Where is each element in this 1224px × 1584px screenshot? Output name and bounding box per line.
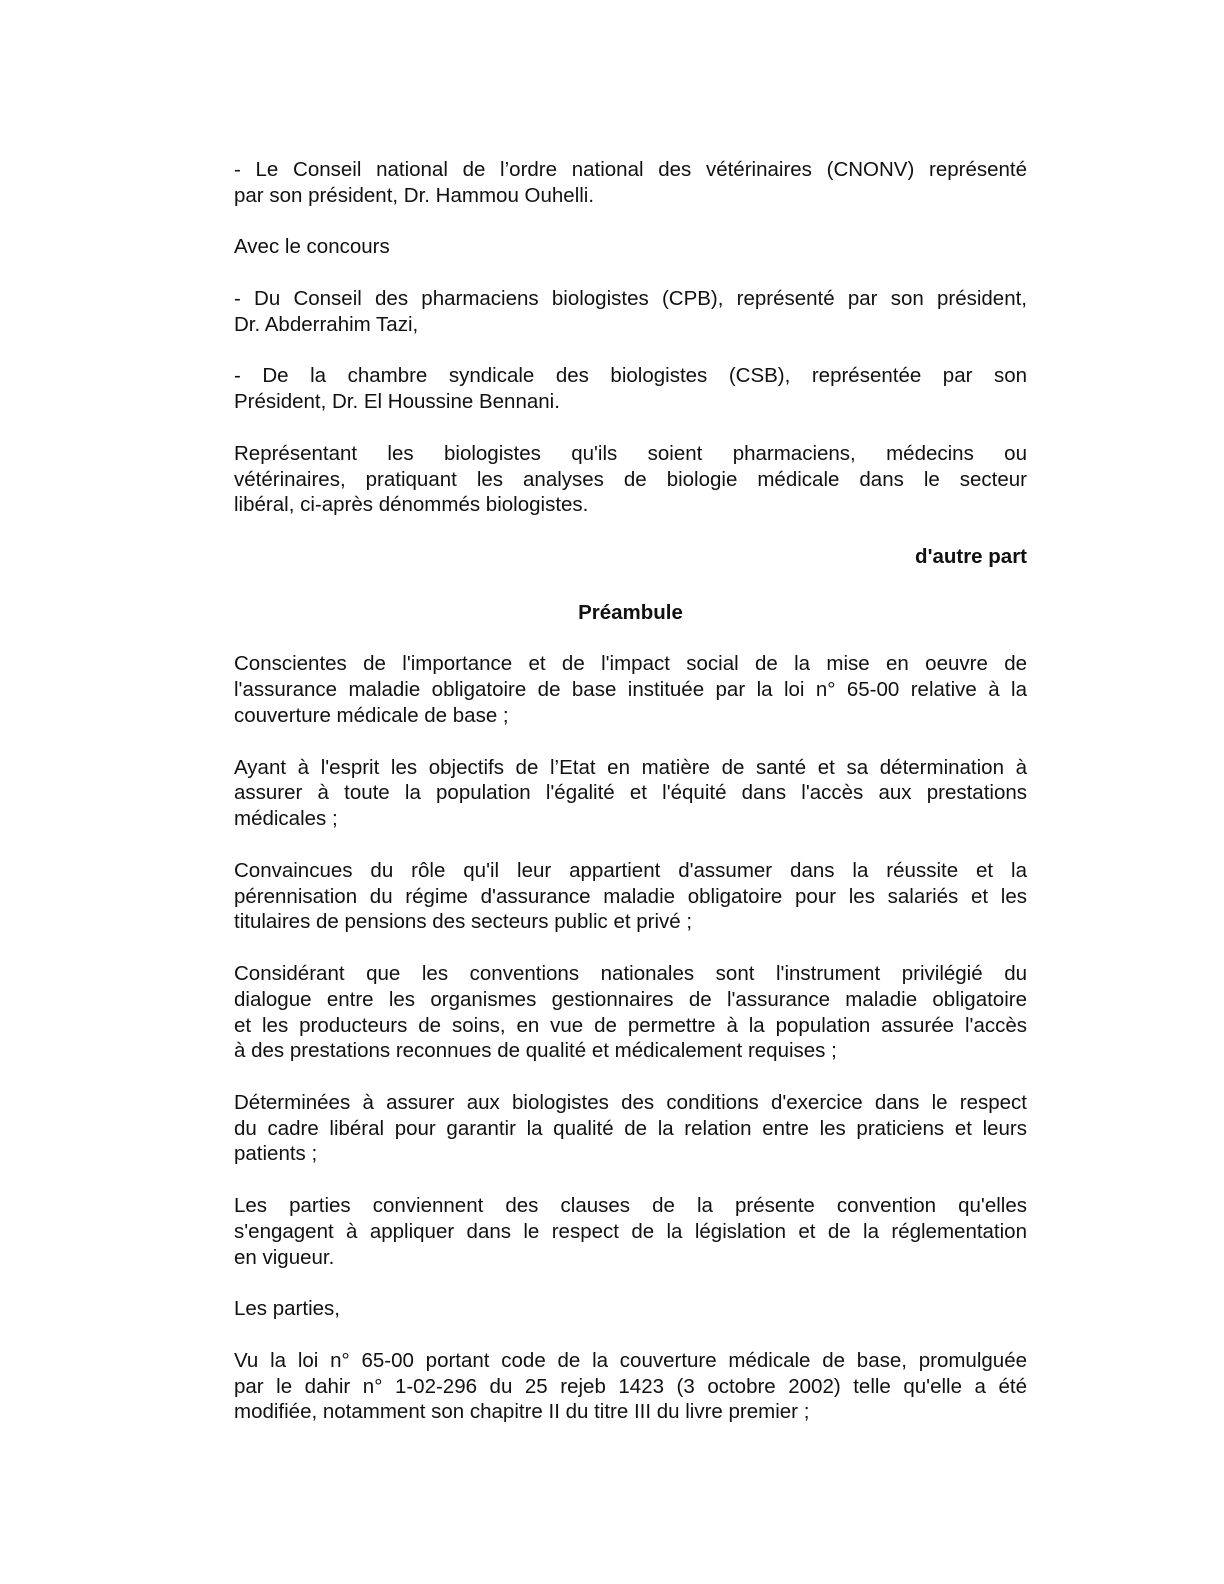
paragraph-determinees	[234, 1090, 1027, 1167]
text-line: en vigueur.	[234, 1245, 335, 1269]
text-line: - Le Conseil national de l’ordre national des vétérinaires (CNONV) représenté	[234, 158, 1027, 181]
text-line: Les parties conviennent des clauses de la présente convention qu'elles	[234, 1194, 1027, 1218]
text-line: par le dahir n° 1-02-296 du 25 rejeb 1423 (3 octobre 2002) telle qu'elle a été	[234, 1374, 1027, 1398]
text-line: modifiée, notamment son chapitre II du titre III du livre premier ;	[234, 1400, 810, 1424]
text-line: Avec le concours	[234, 235, 390, 259]
text-line: Conscientes de l'importance et de l'impact social de la mise en oeuvre de	[234, 652, 1027, 676]
text-line: pérennisation du régime d'assurance maladie obligatoire pour les salariés et les	[234, 884, 1027, 908]
paragraph-csb	[234, 363, 1027, 415]
paragraph-parties-conviennent	[234, 1193, 1027, 1270]
text-line: libéral, ci-après dénommés biologistes.	[234, 493, 589, 517]
text-line: l'assurance maladie obligatoire de base instituée par la loi n° 65-00 relative à la	[234, 678, 1027, 702]
text-line: Convaincues du rôle qu'il leur appartient d'assumer dans la réussite et la	[234, 858, 1027, 882]
paragraph-cpb	[234, 286, 1027, 338]
text-line: couverture médicale de base ;	[234, 703, 509, 727]
paragraph-considerant	[234, 961, 1027, 1064]
text-line: vétérinaires, pratiquant les analyses de biologie médicale dans le secteur	[234, 467, 1027, 491]
paragraph-vu-la-loi	[234, 1348, 1027, 1425]
preambule-heading: Préambule	[578, 600, 683, 624]
paragraph-convaincues	[234, 858, 1027, 935]
paragraph-ayant	[234, 755, 1027, 832]
paragraph-cnonv	[234, 157, 1027, 209]
text-line: Considérant que les conventions nationales sont l'instrument privilégié du	[234, 961, 1027, 985]
text-line: - De la chambre syndicale des biologistes (CSB), représentée par son	[234, 364, 1027, 388]
paragraph-les-parties	[234, 1296, 1027, 1322]
text-line: et les producteurs de soins, en vue de permettre à la population assurée l'accès	[234, 1013, 1027, 1037]
text-line: dialogue entre les organismes gestionnaires de l'assurance maladie obligatoire	[234, 987, 1027, 1011]
paragraph-representant	[234, 441, 1027, 518]
text-line: du cadre libéral pour garantir la qualité de la relation entre les praticiens et leurs	[234, 1116, 1027, 1140]
document-page	[234, 157, 1027, 1451]
text-line: - Du Conseil des pharmaciens biologistes (CPB), représenté par son président,	[234, 286, 1027, 310]
text-line: Président, Dr. El Houssine Bennani.	[234, 390, 560, 414]
text-line: s'engagent à appliquer dans le respect de la législation et de la réglementation	[234, 1219, 1027, 1243]
text-line: par son président, Dr. Hammou Ouhelli.	[234, 183, 595, 207]
text-line: Représentant les biologistes qu'ils soient pharmaciens, médecins ou	[234, 441, 1027, 465]
text-line: Déterminées à assurer aux biologistes des conditions d'exercice dans le respect	[234, 1090, 1027, 1114]
text-line: à des prestations reconnues de qualité et médicalement requises ;	[234, 1039, 837, 1063]
text-line: Dr. Abderrahim Tazi,	[234, 312, 419, 336]
paragraph-avec-concours	[234, 234, 1027, 260]
text-line: Vu la loi n° 65-00 portant code de la couverture médicale de base, promulguée	[234, 1348, 1027, 1372]
autre-part-label: d'autre part	[915, 544, 1027, 568]
text-line: Ayant à l'esprit les objectifs de l’Etat en matière de santé et sa détermination à	[234, 755, 1027, 779]
text-line: assurer à toute la population l'égalité et l'équité dans l'accès aux prestations	[234, 781, 1027, 805]
text-line: patients ;	[234, 1142, 318, 1166]
text-line: titulaires de pensions des secteurs public et privé ;	[234, 910, 693, 934]
text-line: Les parties,	[234, 1297, 340, 1321]
paragraph-conscientes	[234, 651, 1027, 728]
text-line: médicales ;	[234, 807, 338, 831]
